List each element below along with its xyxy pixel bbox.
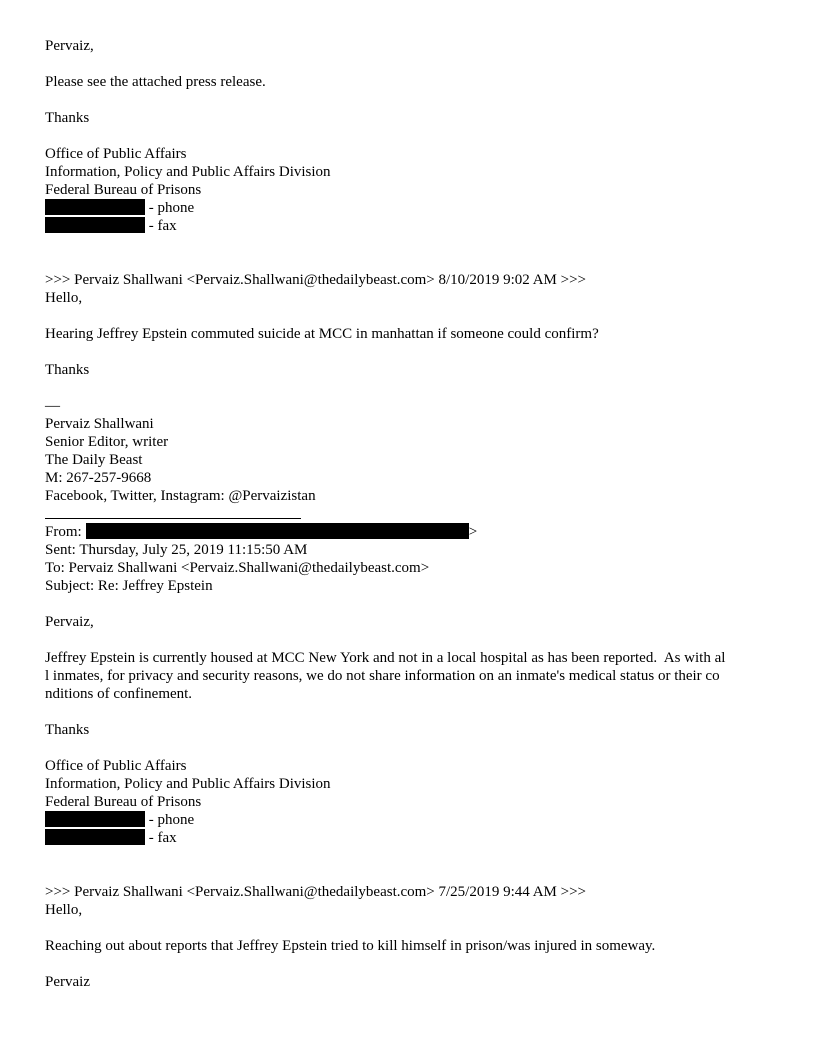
redaction-bar xyxy=(45,199,145,215)
reply1-sig-phone-row xyxy=(45,199,780,217)
reply1-sig-office: Office of Public Affairs xyxy=(45,146,187,162)
reply1-sig-division: Information, Policy and Public Affairs Division xyxy=(45,164,331,180)
quote2-header: >>> Pervaiz Shallwani <Pervaiz.Shallwani@thedailybeast.com> 7/25/2019 9:44 AM >>> xyxy=(45,884,586,900)
reply2-sig-office: Office of Public Affairs xyxy=(45,758,187,774)
reply2-subject: Subject: Re: Jeffrey Epstein xyxy=(45,578,213,594)
reply2-sig-fax-row xyxy=(45,829,780,847)
reply1-body: Please see the attached press release. xyxy=(45,74,266,90)
fax-label: - fax xyxy=(145,830,177,846)
reply2-from-row xyxy=(45,523,780,541)
reply1-sig-fax-row xyxy=(45,217,780,235)
quote2-body: Reaching out about reports that Jeffrey Epstein tried to kill himself in prison/was injured in someway. xyxy=(45,938,656,954)
redaction-bar xyxy=(45,217,145,233)
fax-label: - fax xyxy=(145,218,177,234)
reply2-sent: Sent: Thursday, July 25, 2019 11:15:50 AM xyxy=(45,542,308,558)
reply2-sig-agency: Federal Bureau of Prisons xyxy=(45,794,202,810)
quote1-header: >>> Pervaiz Shallwani <Pervaiz.Shallwani@thedailybeast.com> 8/10/2019 9:02 AM >>> xyxy=(45,272,586,288)
reply2-body-line: nditions of confinement. xyxy=(45,686,193,702)
email-document xyxy=(45,37,780,991)
quote1-sig-mobile: M: 267-257-9668 xyxy=(45,470,152,486)
quote2-greeting: Hello, xyxy=(45,902,83,918)
phone-label: - phone xyxy=(145,200,195,216)
reply2-body-line: l inmates, for privacy and security reasons, we do not share information on an inmate's medical status or their co xyxy=(45,668,720,684)
quote1-greeting: Hello, xyxy=(45,290,83,306)
quote1-body: Hearing Jeffrey Epstein commuted suicide at MCC in manhattan if someone could confirm? xyxy=(45,326,599,342)
quote1-sig-social: Facebook, Twitter, Instagram: @Pervaizistan xyxy=(45,488,316,504)
reply2-thanks: Thanks xyxy=(45,722,90,738)
redaction-bar xyxy=(45,811,145,827)
reply2-body-line: Jeffrey Epstein is currently housed at MCC New York and not in a local hospital as has been reported. As with al xyxy=(45,650,726,666)
quote1-sig-dash: — xyxy=(45,398,60,414)
reply2-sig-division: Information, Policy and Public Affairs Division xyxy=(45,776,331,792)
reply2-greeting: Pervaiz, xyxy=(45,614,94,630)
phone-label: - phone xyxy=(145,812,195,828)
from-label: From: xyxy=(45,524,82,540)
reply2-sig-phone-row xyxy=(45,811,780,829)
redaction-bar xyxy=(86,523,469,539)
reply1-thanks: Thanks xyxy=(45,110,90,126)
reply1-greeting: Pervaiz, xyxy=(45,38,94,54)
reply2-to: To: Pervaiz Shallwani <Pervaiz.Shallwani@thedailybeast.com> xyxy=(45,560,430,576)
quote1-thanks: Thanks xyxy=(45,362,90,378)
quote1-sig-title: Senior Editor, writer xyxy=(45,434,169,450)
reply1-sig-agency: Federal Bureau of Prisons xyxy=(45,182,202,198)
redaction-bar xyxy=(45,829,145,845)
quote1-sig-org: The Daily Beast xyxy=(45,452,143,468)
from-suffix: > xyxy=(468,524,478,540)
quote2-closing: Pervaiz xyxy=(45,974,90,990)
header-divider xyxy=(45,518,301,519)
quote1-sig-name: Pervaiz Shallwani xyxy=(45,416,154,432)
